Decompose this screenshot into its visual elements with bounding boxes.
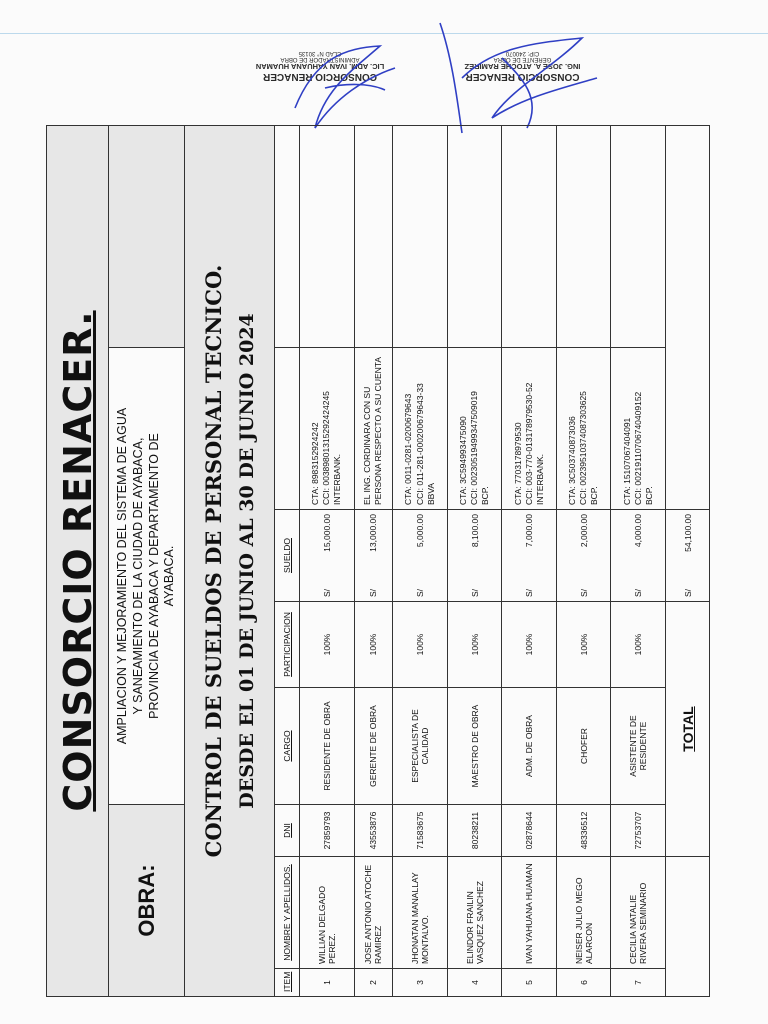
- table-row: [354, 126, 393, 997]
- cell-sueldo: [556, 510, 611, 602]
- cell-nombre: CECILIA NATALIE RIVERA SEMINARIO: [611, 857, 666, 969]
- cuenta-line: PERSONA RESPECTO A SU CUENTA: [373, 356, 384, 505]
- currency: S/: [633, 588, 644, 597]
- cuenta-line: CCI: 00239510374087303625: [578, 391, 589, 505]
- cell-cuenta: [300, 348, 355, 510]
- cell-blank: [502, 126, 557, 348]
- cuenta-line: EL ING. CORDINARA CON SU: [362, 386, 373, 505]
- amount: 4,000.00: [633, 514, 644, 548]
- amount: 5,000.00: [415, 514, 426, 548]
- col-item: ITEM: [275, 969, 300, 997]
- signature-gerente: [432, 18, 602, 138]
- cell-cargo: ASISTENTE DE RESIDENTE: [611, 688, 666, 805]
- cuenta-line: CCI: 00219110706740409152: [632, 391, 643, 505]
- table-header: [275, 126, 300, 997]
- stamp-brand: CONSORCIO RENACER: [465, 71, 580, 82]
- cuenta-line: INTERBANK.: [534, 453, 545, 505]
- currency: S/: [321, 588, 332, 597]
- cell-nombre: ELINDOR FRAILIN VASQUEZ SANCHEZ: [447, 857, 502, 969]
- currency: S/: [415, 588, 426, 597]
- cell-cuenta: [502, 348, 557, 510]
- cuenta-line: CCI: 003-770-013178979530-52: [523, 382, 534, 505]
- cell-sueldo: [447, 510, 502, 602]
- cell-sueldo: [502, 510, 557, 602]
- cell-participacion: 100%: [447, 602, 502, 688]
- cuenta-line: CTA: 3C594993475090: [457, 416, 468, 505]
- cuenta-line: CCI: 00389801315292424245: [321, 391, 332, 505]
- cell-sueldo: [611, 510, 666, 602]
- cuenta-line: INTERBANK.: [332, 453, 343, 505]
- amount: 13,000.00: [368, 514, 379, 552]
- cell-cargo: CHOFER: [556, 688, 611, 805]
- obra-label: OBRA:: [109, 805, 185, 997]
- cell-participacion: 100%: [300, 602, 355, 688]
- cell-item: 7: [611, 969, 666, 997]
- cell-nombre: IVAN YAHUANA HUAMAN: [502, 857, 557, 969]
- obra-blank: [109, 126, 185, 348]
- stamp-reg: CIP: 240070: [505, 50, 540, 56]
- amount: 2,000.00: [578, 514, 589, 548]
- cell-participacion: 100%: [393, 602, 448, 688]
- cell-dni: 80238211: [447, 805, 502, 857]
- cell-item: 6: [556, 969, 611, 997]
- cell-participacion: 100%: [354, 602, 393, 688]
- signature-administrador: [285, 38, 405, 138]
- currency: S/: [368, 588, 379, 597]
- cell-dni: 48336512: [556, 805, 611, 857]
- obra-line: AMPLIACION Y MEJORAMIENTO DEL SISTEMA DE AGUA: [115, 407, 130, 745]
- cell-cuenta: [354, 348, 393, 510]
- currency: S/: [469, 588, 480, 597]
- cuenta-line: CTA: 7703178979530: [512, 422, 523, 505]
- total-currency: S/: [682, 588, 693, 597]
- amount: 8,100.00: [469, 514, 480, 548]
- stamp-role: GERENTE DE OBRA: [493, 56, 552, 62]
- cell-nombre: WILLIAN DELGADO PEREZ.: [300, 857, 355, 969]
- cell-cargo: MAESTRO DE OBRA: [447, 688, 502, 805]
- cell-participacion: 100%: [556, 602, 611, 688]
- total-amount: 54,100.00: [682, 514, 693, 552]
- table-row: [611, 126, 666, 997]
- stamp-name: LIC. ADM. IVAN YAHUANA HUAMAN: [255, 62, 385, 71]
- cell-blank: [556, 126, 611, 348]
- col-cargo: CARGO: [275, 688, 300, 805]
- cuenta-line: CTA: 15107067404091: [621, 417, 632, 505]
- cell-dni: 72753707: [611, 805, 666, 857]
- cell-sueldo: [300, 510, 355, 602]
- col-dni: DNI: [275, 805, 300, 857]
- col-sueldo: SUELDO: [275, 510, 300, 602]
- top-rule: [0, 33, 768, 34]
- total-blank: [666, 857, 710, 997]
- cuenta-line: CCI: 00230519499347509019: [469, 391, 480, 505]
- cuenta-line: BCP.: [480, 486, 491, 505]
- cell-cargo: RESIDENTE DE OBRA: [300, 688, 355, 805]
- obra-line: PROVINCIA DE AYABACA Y DEPARTAMENTO DE: [146, 433, 161, 719]
- stamp-role: ADMINISTRADOR DE OBRA: [280, 56, 360, 62]
- table-row: [393, 126, 448, 997]
- report-title: [185, 126, 275, 997]
- stamp-brand: CONSORCIO RENACER: [263, 71, 377, 82]
- cuenta-line: BCP.: [643, 486, 654, 505]
- cell-cuenta: [556, 348, 611, 510]
- cuenta-line: CTA: 3C503740873036: [567, 416, 578, 505]
- cell-cargo: ESPECIALISTA DE CALIDAD: [393, 688, 448, 805]
- cell-dni: 71583675: [393, 805, 448, 857]
- currency: S/: [524, 588, 535, 597]
- payroll-table: [46, 125, 710, 997]
- cell-blank: [300, 126, 355, 348]
- cell-item: 4: [447, 969, 502, 997]
- col-participacion: PARTICIPACION: [275, 602, 300, 688]
- report-title-line2: DESDE EL 01 DE JUNIO AL 30 DE JUNIO 2024: [236, 313, 258, 809]
- cell-cuenta: [393, 348, 448, 510]
- obra-description: [109, 348, 185, 805]
- cuenta-line: CTA: 8983152924242: [310, 422, 321, 505]
- obra-line: Y SANEAMIENTO DE LA CIUDAD DE AYABACA,: [130, 437, 145, 715]
- cell-participacion: 100%: [611, 602, 666, 688]
- amount: 7,000.00: [524, 514, 535, 548]
- amount: 15,000.00: [321, 514, 332, 552]
- cell-participacion: 100%: [502, 602, 557, 688]
- table-row: [447, 126, 502, 997]
- cell-cuenta: [611, 348, 666, 510]
- stamp-name: ING. JOSE A. ATOCHE RAMIREZ: [464, 62, 581, 71]
- stamp-reg: CLAD N° 30135: [298, 50, 342, 56]
- obra-line: AYABACA.: [162, 545, 177, 607]
- cuenta-line: CCI: 011-281-000200679643-33: [414, 383, 425, 505]
- cell-blank: [354, 126, 393, 348]
- cell-sueldo: [354, 510, 393, 602]
- cuenta-line: BCP.: [589, 486, 600, 505]
- cell-blank: [447, 126, 502, 348]
- cell-item: 5: [502, 969, 557, 997]
- cell-nombre: JOSE ANTONIO ATOCHE RAMIREZ: [354, 857, 393, 969]
- total-label: TOTAL: [666, 602, 710, 857]
- cell-sueldo: [393, 510, 448, 602]
- col-cuenta: [275, 348, 300, 510]
- cell-nombre: NEISER JULIO MEGO ALARCON: [556, 857, 611, 969]
- report-title-line1: CONTROL DE SUELDOS DE PERSONAL TECNICO.: [201, 264, 226, 858]
- cell-cuenta: [447, 348, 502, 510]
- cell-item: 2: [354, 969, 393, 997]
- cell-nombre: JHONATAN MANALLAY MONTALVO.: [393, 857, 448, 969]
- table-row: [502, 126, 557, 997]
- col-blank: [275, 126, 300, 348]
- cell-item: 3: [393, 969, 448, 997]
- cell-dni: 02878644: [502, 805, 557, 857]
- cell-blank: [393, 126, 448, 348]
- cell-dni: 27859793: [300, 805, 355, 857]
- table-row: [300, 126, 355, 997]
- cell-dni: 43553876: [354, 805, 393, 857]
- total-cell: [666, 510, 710, 602]
- currency: S/: [578, 588, 589, 597]
- cell-cargo: ADM. DE OBRA: [502, 688, 557, 805]
- total-row: [666, 126, 710, 997]
- table-row: [556, 126, 611, 997]
- cell-item: 1: [300, 969, 355, 997]
- cuenta-line: BBVA: [425, 482, 436, 505]
- total-blank-right: [666, 126, 710, 510]
- company-title: CONSORCIO RENACER.: [47, 126, 109, 997]
- cell-cargo: GERENTE DE OBRA: [354, 688, 393, 805]
- cell-blank: [611, 126, 666, 348]
- col-nombre: NOMBRE Y APELLIDOS.: [275, 857, 300, 969]
- payroll-sheet: [46, 125, 710, 997]
- cuenta-line: CTA: 0011-0281-0200679643: [403, 393, 414, 505]
